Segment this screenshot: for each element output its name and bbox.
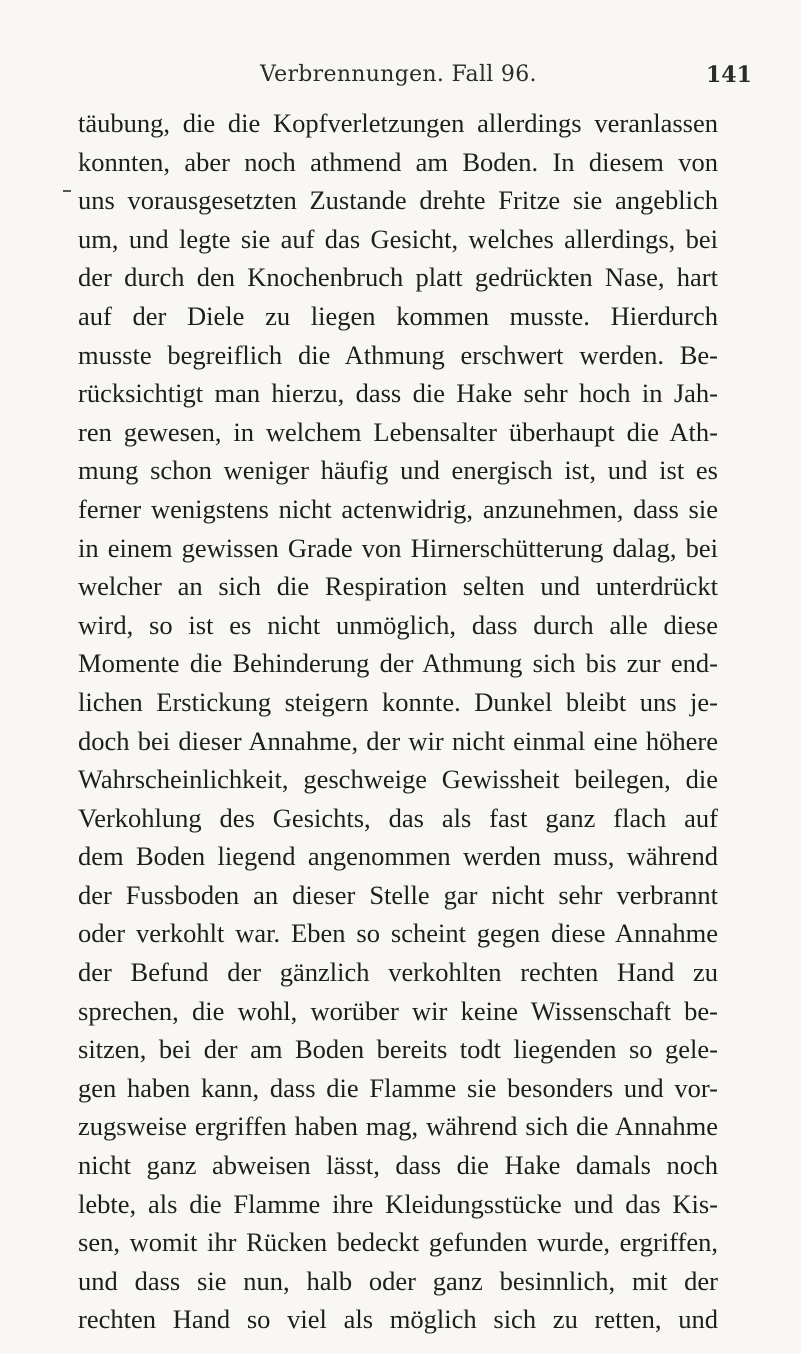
text-line: dem Boden liegend angenommen werden muss, während bbox=[78, 841, 718, 872]
text-line: doch bei dieser Annahme, der wir nicht einmal eine höhere bbox=[78, 725, 718, 756]
text-line: konnten, aber noch athmend am Boden. In diesem von bbox=[78, 146, 718, 177]
text-line: lebte, als die Flamme ihre Kleidungsstücke und das Kis- bbox=[78, 1188, 718, 1219]
text-line: nicht ganz abweisen lässt, dass die Hake damals noch bbox=[78, 1150, 718, 1181]
text-line: musste begreiflich die Athmung erschwert werden. Be- bbox=[78, 339, 718, 370]
text-line: um, und legte sie auf das Gesicht, welches allerdings, bei bbox=[78, 223, 718, 254]
text-line: welcher an sich die Respiration selten und unterdrückt bbox=[78, 571, 718, 602]
text-line: Wahrscheinlichkeit, geschweige Gewissheit beilegen, die bbox=[78, 764, 718, 795]
text-line: oder verkohlt war. Eben so scheint gegen diese Annahme bbox=[78, 918, 718, 949]
text-line: Momente die Behinderung der Athmung sich bis zur end- bbox=[78, 648, 718, 679]
text-line: zugsweise ergriffen haben mag, während sich die Annahme bbox=[78, 1111, 718, 1142]
text-line: auf der Diele zu liegen kommen musste. Hierdurch bbox=[78, 300, 718, 331]
text-line: ferner wenigstens nicht actenwidrig, anzunehmen, dass sie bbox=[78, 493, 718, 524]
text-line: ren gewesen, in welchem Lebensalter überhaupt die Ath- bbox=[78, 416, 718, 447]
text-line: uns vorausgesetzten Zustande drehte Fritze sie angeblich bbox=[78, 185, 718, 216]
text-line: rücksichtigt man hierzu, dass die Hake sehr hoch in Jah- bbox=[78, 378, 718, 409]
text-line: sitzen, bei der am Boden bereits todt liegenden so gele- bbox=[78, 1034, 718, 1065]
text-line: Verkohlung des Gesichts, das als fast ganz flach auf bbox=[78, 802, 718, 833]
text-line: gen haben kann, dass die Flamme sie besonders und vor- bbox=[78, 1072, 718, 1103]
text-line: wird, so ist es nicht unmöglich, dass durch alle diese bbox=[78, 609, 718, 640]
text-line: der durch den Knochenbruch platt gedrückten Nase, hart bbox=[78, 262, 718, 293]
text-line: mung schon weniger häufig und energisch ist, und ist es bbox=[78, 455, 718, 486]
body-text bbox=[78, 104, 718, 1339]
text-line: der Fussboden an dieser Stelle gar nicht sehr verbrannt bbox=[78, 879, 718, 910]
text-line: täubung, die die Kopfverletzungen allerdings veranlassen bbox=[78, 108, 718, 138]
text-line: lichen Erstickung steigern konnte. Dunkel bleibt uns je- bbox=[78, 686, 718, 717]
text-line: sen, womit ihr Rücken bedeckt gefunden wurde, ergriffen, bbox=[78, 1227, 718, 1258]
running-head: Verbrennungen. Fall 96. bbox=[260, 62, 537, 87]
text-line: rechten Hand so viel als möglich sich zu retten, und bbox=[78, 1304, 718, 1335]
text-line: in einem gewissen Grade von Hirnerschütterung dalag, bei bbox=[78, 532, 718, 563]
page-header bbox=[0, 62, 801, 96]
text-line: sprechen, die wohl, worüber wir keine Wissenschaft be- bbox=[78, 995, 718, 1026]
text-line: der Befund der gänzlich verkohlten rechten Hand zu bbox=[78, 957, 718, 988]
margin-mark bbox=[63, 190, 71, 192]
page-number: 141 bbox=[706, 62, 752, 88]
text-line: und dass sie nun, halb oder ganz besinnlich, mit der bbox=[78, 1265, 718, 1296]
